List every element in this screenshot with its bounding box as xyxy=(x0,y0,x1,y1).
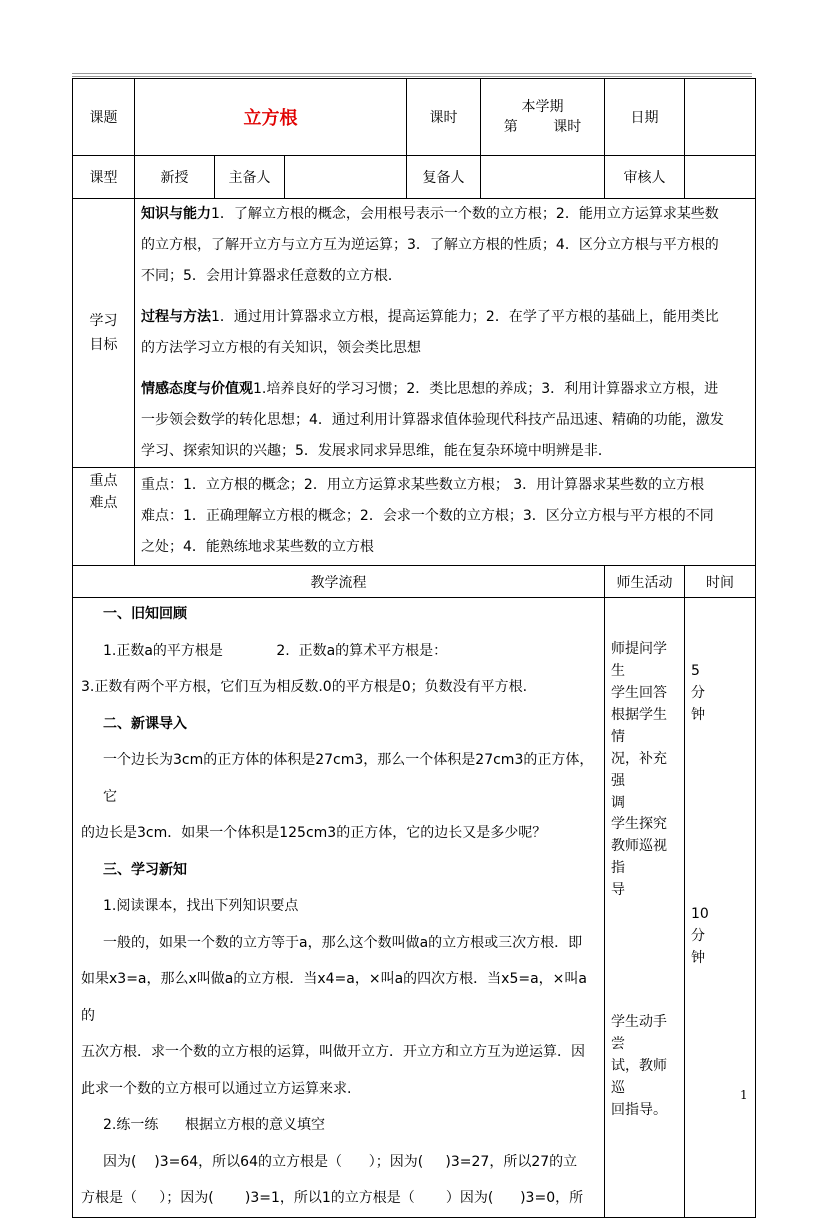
time-block-2: 10 分 钟 xyxy=(691,906,709,966)
keypoint-line-2: 难点：1．正确理解立方根的概念；2．会求一个数的立方根；3．区分立方根与平方根的不同 xyxy=(141,508,714,524)
sec3-title: 三、学习新知 xyxy=(103,861,187,878)
sec2-line1: 一个边长为3cm的正方体的体积是27cm3，那么一个体积是27cm3的正方体，它 xyxy=(103,752,594,805)
sec3-p3: 五次方根．求一个数的立方根的运算，叫做开立方．开立方和立方互为逆运算．因 xyxy=(81,1044,585,1060)
reviewer-value xyxy=(685,156,756,199)
flow-header-row xyxy=(73,566,756,598)
sec1-title: 一、旧知回顾 xyxy=(103,606,187,622)
main-prep-label: 主备人 xyxy=(215,156,285,199)
re-prep-label: 复备人 xyxy=(407,156,481,199)
period-line-1: 本学期 xyxy=(521,99,564,115)
knowledge-line-3: 不同；5．会用计算器求任意数的立方根． xyxy=(141,268,402,284)
knowledge-line-2: 的立方根，了解开立方与立方互为逆运算；3．了解立方根的性质；4．区分立方根与平方根的 xyxy=(141,237,719,253)
period-label: 课时 xyxy=(407,79,481,156)
header-row xyxy=(73,79,756,156)
knowledge-line-1: 知识与能力1．了解立方根的概念，会用根号表示一个数的立方根；2．能用立方运算求某些数 xyxy=(141,206,719,222)
activity-header: 师生活动 xyxy=(605,566,685,598)
emotion-line-3: 学习、探索知识的兴趣；5．发展求同求异思维，能在复杂环境中明辨是非． xyxy=(141,443,612,459)
lesson-plan-table xyxy=(72,78,756,1218)
process-line-2: 的方法学习立方根的有关知识，领会类比思想 xyxy=(141,340,421,356)
activity-block-2: 学生探究 教师巡视指 导 xyxy=(611,816,668,898)
date-label: 日期 xyxy=(605,79,685,156)
sec1-line1: 1.正数a的平方根是 2. 正数a的算术平方根是： xyxy=(103,642,448,659)
type-value: 新授 xyxy=(135,156,215,199)
roles-row xyxy=(73,156,756,199)
sec3-p4: 此求一个数的立方根可以通过立方运算来求. xyxy=(81,1080,352,1097)
sec2-title: 二、新课导入 xyxy=(103,715,187,732)
emotion-head: 情感态度与价值观 xyxy=(141,381,253,397)
course-title: 立方根 xyxy=(135,79,407,156)
time-header: 时间 xyxy=(685,566,756,598)
course-label: 课题 xyxy=(73,79,135,156)
knowledge-head: 知识与能力 xyxy=(141,206,211,222)
goals-label-text: 学习目标 xyxy=(89,313,118,353)
goals-row xyxy=(73,199,756,468)
process-head: 过程与方法 xyxy=(141,309,211,325)
flow-content xyxy=(73,598,605,1218)
time-block-1: 5 分 钟 xyxy=(691,663,706,723)
type-label: 课型 xyxy=(73,156,135,199)
sec3-step2: 2.练一练 根据立方根的意义填空 xyxy=(103,1117,326,1133)
top-rule xyxy=(72,73,752,74)
process-line-1: 过程与方法1．通过用计算器求立方根，提高运算能力；2．在学了平方根的基础上，能用类比 xyxy=(141,309,719,325)
flow-body-row xyxy=(73,598,756,1218)
emotion-line-2: 一步领会数学的转化思想；4．通过利用计算器求值体验现代科技产品迅速、精确的功能，激发 xyxy=(141,412,724,428)
keypoint-line-3: 之处；4．能熟练地求某些数的立方根 xyxy=(141,539,374,555)
sec3-p1: 一般的，如果一个数的立方等于a，那么这个数叫做a的立方根或三次方根．即 xyxy=(103,934,583,951)
sec1-line2: 3.正数有两个平方根，它们互为相反数.0的平方根是0；负数没有平方根. xyxy=(81,679,528,695)
goals-label xyxy=(73,199,135,468)
sec3-ex2: 方根是（ ）；因为( )3=1，所以1的立方根是（ ）因为( )3=0，所 xyxy=(81,1190,584,1206)
keypoint-line-1: 重点：1．立方根的概念；2．用立方运算求某些数立方根； 3．用计算器求某些数的立方根 xyxy=(141,477,705,493)
keypoints-content xyxy=(135,468,756,566)
sec3-ex1: 因为( )3=64，所以64的立方根是（ ）；因为( )3=27，所以27的立 xyxy=(103,1153,578,1170)
period-line-2: 第 课时 xyxy=(503,119,582,135)
activity-block-1: 师提问学生 学生回答 根据学生情 况，补充强 调 xyxy=(611,641,668,811)
keypoints-label xyxy=(73,468,135,566)
sec3-p2: 如果x3=a，那么x叫做a的立方根．当x4=a，×叫a的四次方根．当x5=a，×叫a的 xyxy=(81,971,587,1024)
sec3-step1: 1.阅读课本，找出下列知识要点 xyxy=(103,898,299,914)
page-number: 1 xyxy=(740,1088,748,1102)
flow-header: 教学流程 xyxy=(73,566,605,598)
time-cell xyxy=(685,598,756,1218)
re-prep-value xyxy=(481,156,605,199)
activity-cell xyxy=(605,598,685,1218)
top-rule-2 xyxy=(72,76,752,77)
goals-content xyxy=(135,199,756,468)
period-value xyxy=(481,79,605,156)
activity-block-3: 学生动手尝 试，教师巡 回指导。 xyxy=(611,1014,668,1118)
sec2-line2: 的边长是3cm．如果一个体积是125cm3的正方体，它的边长又是多少呢？ xyxy=(81,825,547,841)
date-value xyxy=(685,79,756,156)
main-prep-value xyxy=(285,156,407,199)
emotion-line-1: 情感态度与价值观1.培养良好的学习习惯；2．类比思想的养成；3．利用计算器求立方根，进 xyxy=(141,381,719,397)
keypoints-label-text: 重点难点 xyxy=(89,473,118,511)
keypoints-row xyxy=(73,468,756,566)
reviewer-label: 审核人 xyxy=(605,156,685,199)
